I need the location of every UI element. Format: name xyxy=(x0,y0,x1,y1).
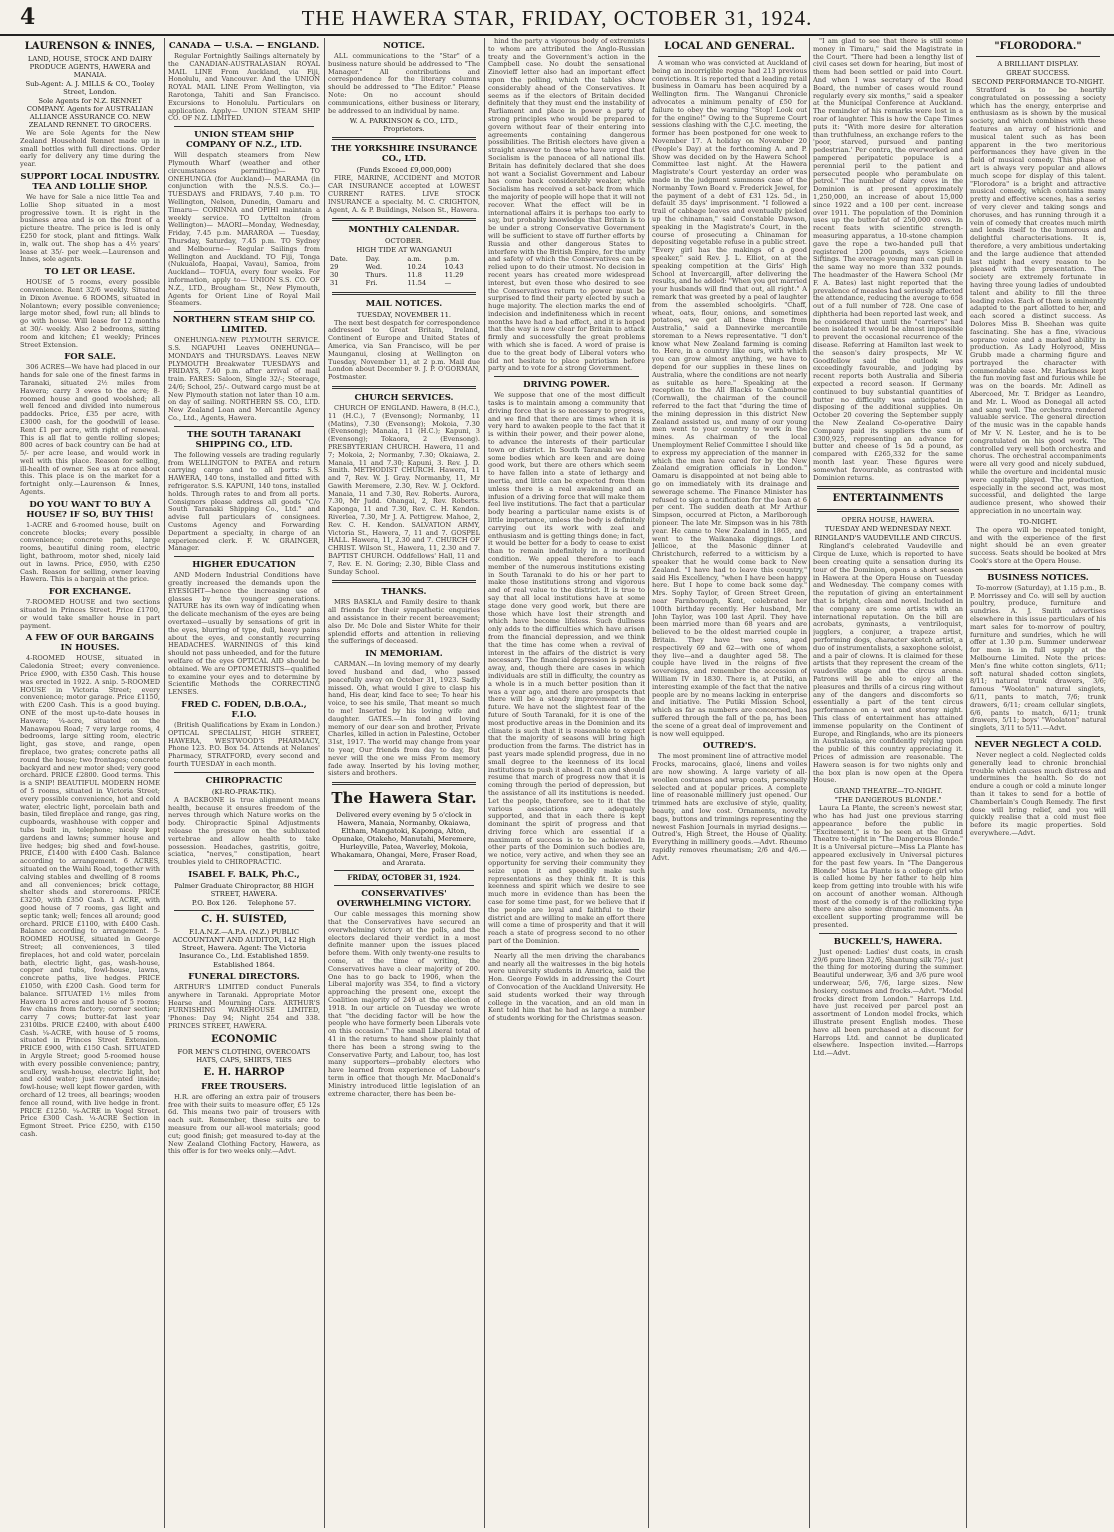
ad-heading: SUPPORT LOCAL INDUSTRY. TEA AND LOLLIE SHOP. xyxy=(20,171,160,192)
editorial-heading: CONSERVATIVES' OVERWHELMING VICTORY. xyxy=(336,889,472,910)
show-title: "THE DANGEROUS BLONDE." xyxy=(834,796,942,805)
venue: OPERA HOUSE, HAWERA. xyxy=(841,516,935,525)
divider xyxy=(817,486,959,489)
column-header: Day. xyxy=(365,255,380,264)
dates: TUESDAY AND WEDNESDAY NEXT. xyxy=(824,525,952,534)
ad-text: Palmer Graduate Chiropractor, 88 HIGH STREET, HAWERA. xyxy=(174,881,314,898)
ad-text: A BACKBONE is true alignment means health, because it ensures freedom of the nerves through which Nature works on the body. Chiropractic Spinal Adjustments release the pressure on the subluxated vertebrae and allow health to take possession. Headaches, gastritis, goitre, sciatica, "nerves," constipation, heart troubles yield to CHIROPRACTIC. xyxy=(168,795,320,867)
calendar-month: OCTOBER. xyxy=(384,237,424,246)
ad-text: The most prominent line of attractive model Frocks, marocains, glacé, linens and voiles are now showing. A large variety of all-woollen costumes and wrap coats, personally selected and at popular prices. A complete line of reasonable millinery just opened. Our trimmed hats are exclusive of style, quality, beauty, and low cost. Ornaments, novelty bags, buttons and trimmings representing the newest Fashion Journals in myriad designs.—Outred's, High Street, the House of Quality. Everything in millinery goods.—Advt. Rheumo rapidly removes rheumatism; 2/6 and 4/6.—Advt. xyxy=(652,752,807,862)
column-header: p.m. xyxy=(444,255,460,264)
divider xyxy=(332,386,476,389)
section-heading: NOTICE. xyxy=(383,41,425,51)
tide-heading: HIGH TIDE AT WANGANUI xyxy=(356,246,452,255)
divider xyxy=(174,556,314,557)
column-5 xyxy=(652,38,807,1528)
ad-text: ARTHUR'S LIMITED conduct Funerals anywhere in Taranaki. Appropriate Motor Hearse and Mourning Cars. ARTHUR'S FURNISHING WAREHOUSE LIMITED, 'Phones: Day 94; Night 254 and 338. PRINCES STREET, HAWERA. xyxy=(168,982,320,1030)
section-heading: IN MEMORIAM. xyxy=(365,649,443,660)
church-text: CHURCH OF ENGLAND. Hawera, 8 (H.C.), 11 (H.C.), 7 (Evensong); Normanby, 11 (Matins), 7.30 (Evensong); Mokoia, 7.30 (Evensong); Manaia, 11 (H.C.); Kapuni, 3 (Evensong); Tokaora, 2 (Evensong). PRESBYTERIAN CHURCH. Hawera, 11 and 7; Mokoia, 2; Normanby, 7.30; Okaiawa, 2. Manaia, 11 and 7.30; Kapuni, 3. Rev. J. D. Smith. METHODIST CHURCH. Hawera, 11 and 7, Rev. W. J. Gray. Normanby, 11, Mr Gawith Meremere, 2.30, Rev. W. J. Ockford. Manaia, 11 and 7.30, Rev. Roberts. Aurora, 7.30, Mr Judd. Ohangai, 2, Rev. Roberts. Kaponga, 11 and 7.30, Rev. C. H. Kendon. Riverlea, 7.30, Mr J. A. Pettigrew. Mahoe, 2, Rev. C. H. Kendon. SALVATION ARMY, Victoria St., Hawera, 7, 11 and 7. GOSPEL HALL. Hawera, 11, 2.30 and 7. CHURCH OF CHRIST. Wilson St., Hawera, 11, 2.30 and 7. BAPTIST CHURCH. Oddfellows' Hall, 11 and 7, Rev. E. N. Goring; 2.30, Bible Class and Sunday School. xyxy=(328,403,480,576)
subheading: TO-NIGHT. xyxy=(1018,517,1058,526)
section-heading: MONTHLY CALENDAR. xyxy=(348,225,460,236)
ad-heading: BUCKELL'S, HAWERA. xyxy=(833,936,943,947)
column-rule xyxy=(966,38,967,1528)
divider xyxy=(976,736,1100,737)
ad-subheading: LAND, HOUSE, STOCK AND DAIRY PRODUCE AGENTS, HAWERA and MANAIA. xyxy=(27,55,153,79)
ad-heading: NORTHERN STEAM SHIP CO. LIMITED. xyxy=(172,315,316,336)
proprietors: W. A. PARKINSON & CO., LTD., Proprietors. xyxy=(349,117,459,134)
table-row xyxy=(328,280,480,288)
ad-text: Will despatch steamers from New Plymouth Wharf (weather and other circumstances permitting)— TO ONEHUNGA (for Auckland)— MARAMA (in conjunction with the N.S.S. Co.)— TUESDAYS and FRIDAYS, 7.40 p.m. TO Wellington, Nelson, Dunedin, Oamaru and Timaru— CORINNA and OPIHI maintain a weekly service. TO Lyttelton (from Wellington)— MAORI—Monday, Wednesday, Friday, 7.45 p.m. MARAROA — Tuesday, Thursday, Saturday, 7.45 p.m. TO Sydney and Melbourne— Regular Sailings from Wellington and Auckland. TO Fiji, Tonga (Nukualofa, Haapai, Vavau), Samoa, from Auckland— TOFUA, every four weeks. For information, apply to— UNION S.S. CO. OF N.Z., LTD., Brougham St., New Plymouth, Agents for Orient Line of Royal Mail Steamers. xyxy=(168,151,320,308)
masthead xyxy=(0,0,1114,36)
ad-text: The following vessels are trading regularly from WELLINGTON to PATEA and return carrying cargo and to all ports: S.S. HAWERA, 140 tons, installed and fitted with refrigerator. S.S. KAPUNI, 140 tons, installed holds. Through rates to and from all ports. Consignors please address all goods "C/o South Taranaki Shipping Co., Ltd." and advise full particulars of consignees. Customs Agency and Forwarding Department a specialty, in charge of an experienced clerk. F. W. GRAINGER, Manager. xyxy=(168,450,320,553)
review-text: The opera will be repeated tonight, and with the experience of the first night should be an even greater success. Seats should be booked at Mrs Cook's store at the Opera House. xyxy=(970,525,1106,566)
column-header: Date. xyxy=(330,255,348,264)
ad-text: We have for Sale a nice little Tea and Lollie Shop situated in a most progressive town. It is right in the business area and is on the front of a picture theatre. The price is led is only £250 for stock, plant and fittings. Walk in, walk out. The shop has a 4½ years' lease at 35/- per week.—Laurenson and Innes, sole agents. xyxy=(20,192,160,264)
table-cell: Wed. xyxy=(365,263,383,272)
subheading: SECOND PERFORMANCE TO-NIGHT. xyxy=(971,78,1105,86)
table-cell: 10.43 xyxy=(444,263,464,272)
ad-heading: THE SOUTH TARANAKI SHIPPING CO., LTD. xyxy=(187,429,301,450)
divider xyxy=(332,782,476,785)
table-cell: 30 xyxy=(330,270,339,279)
divider xyxy=(174,910,314,911)
table-cell: Fri. xyxy=(365,278,378,287)
ad-text: Sole Agents for N.Z. RENNET COMPANY. Agents for AUSTRALIAN ALLIANCE ASSURANCE CO. NEW ZEALAND RENNET. TO GROCERS. xyxy=(26,97,154,129)
ad-heading: CANADA — U.S.A. — ENGLAND. xyxy=(168,41,320,51)
divider xyxy=(174,311,314,312)
table-cell: 29 xyxy=(330,263,339,272)
ad-text: 4-ROOMED HOUSE, situated in Caledonia Street; every convenience. Price £900, with £350 Cash. This house was erected in 1922. A snip. 5-ROOMED HOUSE in Victoria Street; every convenience; motor garage. Price £1150, with £200 Cash. This is a good buying. ONE of the most up-to-date houses in Hawera; ¼-acre, situated on the Manawapou Road; 7 very large rooms, 4 bedrooms, large sitting room, electric light, gas stove, and range, open fireplace, two grates; concrete paths all round the house; two frontages; concrete backyard and new motor shed; very good orchard. PRICE £2800. Good terms. This is a SNIP! BEAUTIFUL MODERN HOME of 5 rooms, situated in Victoria Street; every possible convenience, hot and cold water, electric light, porcelain bath and basin, tiled fireplace and range, gas ring, cupboards, washhouse with copper and tubs built in, telephone; nicely kept gardens and lawns; summer house and live hedges; big shed and fowl-house. PRICE, £1400 with £400 Cash. Balance according to arrangement. 6 ACRES, situated on the Waihi Road, together with calving stables and dwelling of 8 rooms and all conveniences; brick cottage, shelter sheds and storerooms. PRICE £3250, with £350 Cash. 1 ACRE, with good house of 7 rooms, gas light and septic tank; well; fences all around; good orchard. PRICE £1100, with £400 Cash. Balance according to arrangement. 5-ROOMED HOUSE, situated in George Street; all conveniences, 3 tiled fireplaces, hot and cold water, porcelain bath, electric light, gas, wash-house, copper and tubs, fowl-house, lawns, concrete paths, live hedges. PRICE £1050, with £200 Cash. Good term for balance. SITUATED 1½ miles from Hawera 10 acres and house of 5 rooms; few chains from factory; corner section; carry 7 cows; butter-fat last year 2310lbs. PRICE £2400, with about £400 Cash. ¼-ACRE, with house of 5 rooms, situated in Princes Street Extension. PRICE £900, with £150 Cash. SITUATED in Argyle Street; good 5-roomed house with every possible convenience; pantry, scullery, wash-house, electric light, hot and cold water; just renovated inside; fowl-house; well kept flower garden, with orchard of 12 trees, all bearings; wooden fence all round, with live hedge in front. PRICE £1250. ¼-ACRE in Vogel Street. Price £300 Cash. ¼-ACRE Section in Egmont Street. Price £250, with £150 cash. xyxy=(20,654,160,1139)
column-1 xyxy=(20,38,160,1528)
ad-heading: FREE TROUSERS. xyxy=(201,1081,287,1092)
ad-heading: THE YORKSHIRE INSURANCE CO., LTD. xyxy=(330,144,478,165)
divider xyxy=(174,772,314,773)
thanks-text: MRS BASKLA and Family desire to thank all friends for their sympathetic enquiries and assistance in their recent bereavement; also Dr. Mc Dole and Sister White for their splendid efforts and attention in relieving the sufferings of deceased. xyxy=(328,598,480,646)
divider xyxy=(334,885,474,886)
ad-heading: DO YOU WANT TO BUY A HOUSE? IF SO, BUY THIS! xyxy=(26,499,154,520)
divider xyxy=(334,870,474,871)
subheading: A BRILLIANT DISPLAY. xyxy=(997,60,1079,68)
ad-heading: LAURENSON & INNES, xyxy=(24,41,156,52)
ad-heading: ISABEL F. BALK, Ph.C., xyxy=(188,869,300,880)
star-logo: The Hawera Star. xyxy=(331,789,477,808)
ad-text: Just opened: Ladies' dust coats, in crash 29/6 pure linen 32/6, Shantung silk 75/-; just the thing for motoring during the summer. Beautiful underwear, 3/6 and 3/6 pure wool underwear, 5/6, 7/6, large sizes. New hosiery, costumes and frocks.—Advt. "Model frocks direct from London." Harrops Ltd. have just received per parcel post an assortment of London model frocks, which illustrate present English modes. These have all been purchased at a discount for Harrops Ltd. and cannot be duplicated elsewhere. Inspection invited.—Harrops Ltd.—Advt. xyxy=(813,947,963,1058)
section-heading: LOCAL AND GENERAL. xyxy=(664,41,795,52)
ad-heading: C. H. SUISTED, xyxy=(201,913,287,925)
table-cell: 11.29 xyxy=(444,270,464,279)
ad-text: 306 ACRES—We have had placed in our hands for sale one of the finest farms in Taranaki, situated 2½ miles from Hawera; carry 3 ewes to the acre; 8-roomed house and good woolshed; all well fenced and divided into numerous paddocks. Price, £35 per acre, with £3000 cash, for the goodwill of lease. Rent £1 per acre, with right of renewal. This is all flat to gentle rolling slopes; 800 acres of back country can be had at 5/- per acre lease, and would work in well with this place. Reason for selling, ill-health of owner. See us at once about this. This place is on the market for a fortnight only.—Laurenson & Innes, Agents. xyxy=(20,363,160,497)
divider xyxy=(817,509,959,512)
table-cell: — xyxy=(444,278,452,287)
ad-heading: FUNERAL DIRECTORS. xyxy=(188,971,300,982)
section-heading: "FLORODORA." xyxy=(994,41,1082,52)
column-2 xyxy=(168,38,320,1528)
news-text: To-morrow (Saturday), at 1.15 p.m., B. P. Morrissey and Co. will sell by auction poultry, produce, furniture and sundries. A. J. Smith advertises elsewhere in this issue particulars of his mart sales for to-morrow of poultry, furniture and sundries, which he will offer at 1.30 p.m. Summer underwear for men is in full supply at the Melbourne Limited. Note the prices: Men's fine white cotton singlets, 6/11; soft natural shaded cotton singlets, 8/11; natural trunk drawers, 3/6; famous "Woolaton" natural singlets, 6/11, pants to match, 7/6; trunk drawers, 6/11; cream cellular singlets, 6/6, pants to match, 6/11; trunk drawers, 5/11; boys' "Woolaton" natural singlets, 3/11 to 5/11.—Advt. xyxy=(970,583,1106,733)
table-cell: 11.54 xyxy=(407,278,427,287)
column-header: a.m. xyxy=(407,255,422,264)
ad-text: AND Modern Industrial Conditions have greatly increased the demands upon the EYESIGHT—hence the increasing use of glasses by the younger generations. NATURE has its own way of indicating when the delicate mechanism of the eyes are being overtaxed—usually by sensations of grit in the eyes, blurring of type, dull, heavy pains about the eyes, and constantly recurring HEADACHES. WARNINGS of this kind should not pass unheeded, and for the future welfare of the eyes OPTICAL AID should be obtained. We are OPTOMETRISTS—qualified to examine your eyes and to determine by Scientific Methods the CORRECTING LENSES. xyxy=(168,571,320,697)
ad-subheading: (KI-RO-PRAK-TIK). xyxy=(211,787,277,796)
divider xyxy=(976,56,1100,57)
section-heading: MAIL NOTICES. xyxy=(365,298,443,309)
column-4 xyxy=(488,38,645,1528)
divider xyxy=(332,292,476,295)
telephone: Telephone 57. xyxy=(247,898,297,907)
ad-heading: CHIROPRACTIC xyxy=(205,775,283,786)
ad-heading: NEVER NEGLECT A COLD. xyxy=(974,739,1102,750)
column-rule xyxy=(324,38,325,1528)
table-cell: 11.8 xyxy=(407,270,422,279)
tide-table xyxy=(328,256,480,287)
divider xyxy=(819,933,957,934)
ad-heading: TO LET OR LEASE. xyxy=(44,267,136,278)
editorial-text: hind the party a vigorous body of extremists to whom are attributed the Anglo-Russian treaty and the Government's action in the Campbell case. No doubt the sensational Zinovieff letter also had an important effect upon the polling, which the tables show considerably ahead of the Conservatives. It seems as if the electors of Britain decided definitely that they must end the instability of Parliament and place in power a party of strong principles who would be prepared to govern without fear of their entering into agreements containing dangerous possibilities. The British electors have given a straight answer to those who have urged that Socialism is the panacea of all national ills. Britain has definitely declared that she does not want a Socialist Government and Labour has come back considerably weaker, while Socialism has received a set-back from which the majority of people will hope that it will not recover. What the effect will be in international affairs it is perhaps too early to say, but probably knowledge that Britain is to be under a strong Conservative Government will be sufficient to stave off further efforts by Russia and other dangerous States to interfere with the British Empire, for the unity and safety of which the Conservatives can be relied upon to do their utmost. No decision in recent years has created more widespread interest, but even those who desired to see the Conservatives return to power must be surprised to find their party elected by such a huge majority. The election marks the end of indecision and indefiniteness which in recent months have had a bad effect, and it is hoped that the way is now clear for Britain to attack firmly and successfully the great problems with which she is faced. A word of praise is due to the great body of Liberal voters who did not hesitate to place patriotism before party and to vote for a strong Government. xyxy=(488,38,645,373)
column-rule xyxy=(164,38,165,1528)
table-cell: 31 xyxy=(330,278,339,287)
ad-heading: UNION STEAM SHIP COMPANY OF N.Z., LTD. xyxy=(186,130,302,151)
page-number: 4 xyxy=(20,4,36,30)
ad-heading: FOR EXCHANGE. xyxy=(48,587,132,598)
editorial-text: We suppose that one of the most difficult tasks is to maintain among a community that driving force that is so necessary to progress, and we find that there are times when it is very hard to awaken people to the fact that it is within their power, and their power alone, to advance the interests of their particular town or district. In South Taranaki we have some bodies which are keen and are doing good work, but there are others which seem to have fallen into a state of lethargy and inertia, and little can be expected from them unless there is a real awakening and an infusion of a driving force that will make them feel live institutions. The fact that a particular body bearing a particular name exists is of little importance, unless the body is definitely carrying out its work with zeal and enthusiasm and is getting things done; in fact, it would be better for a body to cease to exist than to remain indefinitely in a moribund condition. We appeal therefore to each member of the numerous institutions existing in South Taranaki to do his or her part to make those institutions strong and vigorous and of real value to the district. It is true to say that all local institutions have at some stage done very good work, but there are those which have lost their strength and which have become lifeless. Such dullness only adds to the difficulties which have arisen from the financial depression, and we think that the time has come when a revival of interest in the affairs of the district is very necessary. The financial depression is passing away, and, though there are cases in which individuals are still in difficulty, the country as a whole is in a much better position than it was a year ago, and there are prospects that there will be a steady improvement in the future. We have not the slightest fear of the future of South Taranaki, for it is one of the most productive areas in the Dominion and its climate is such that it is reasonable to expect that the majority of seasons will bring high production from the farms. The district has in past years made splendid progress, due in no small degree to the keenness of its local institutions to push it ahead. It can and should resume that march of progress now that it is coming through the period of depression, but the assistance of all its institutions is needed. Let the people, therefore, see to it that the various associations are adequately supported, and that in each there is kept dominant the spirit of progress and that driving force which are essential if a maximum of success is to be achieved. In other parts of the Dominion such bodies are, we notice, very active, and when they see an opportunity for serving their community they seize upon it and speedily make such representations as they think fit. It is this keenness and spirit which we desire to see much more in evidence than has been the case for some time past, for we believe that if the people are loyal and faithful to their district and are willing to make an effort there will come a time of prosperity and that it will reach a state of progress second to no other part of the Dominion. xyxy=(488,391,645,946)
divider xyxy=(174,426,314,427)
divider xyxy=(332,218,476,221)
memoriam-text: CARMAN.—In loving memory of my dearly loved husband and dad, who passed peacefully away on October 31, 1923. Sadly missed. Oh, what would I give to clasp his hand, His dear, kind face to see; To hear his voice, to see his smile, That meant so much to me! Inserted by his loving wife and daughter. GATES.—In fond and loving memory of our dear son and brother, Private Charles, killed in action in Palestine, October 31st, 1917. The world may change from year to year, Our friends from day to day, But never will the one we miss From memory fade away. Inserted by his loving mother, sisters and brothers. xyxy=(328,660,480,778)
section-heading: ENTERTAINMENTS xyxy=(832,493,944,505)
ad-heading: FOR SALE. xyxy=(64,352,116,363)
ad-heading: HIGHER EDUCATION xyxy=(192,560,296,571)
po-box: P.O. Box 126. xyxy=(191,898,237,907)
column-7 xyxy=(970,38,1106,1528)
section-heading: CHURCH SERVICES. xyxy=(354,392,454,403)
divider xyxy=(494,949,639,950)
review-text: Stratford is to be heartily congratulated on possessing a society which has the energy, enterprise and enthusiasm as is shown by the musical society, and which combines with these features an array of histrionic and musical talent such as has been apparent in the two meritorious performances they have given in the field of musical comedy. This phase of art is always very popular and allows much scope for display of this talent. "Florodora" is a bright and attractive musical comedy, which contains many pretty and effective scenes, has a series of very clever and taking songs and choruses, and has running through it a vein of comedy that creates much mirth and lends itself to the humorous and delightful characterisations. It is, therefore, a very ambitious undertaking and the large audience that attended last night had every reason to be pleased with the presentation. The society are extremely fortunate in having three young ladies of undoubted talent and ability to fill the three leading roles. Each of them is eminently adapted to the part allotted to her, and each scored a distinct success. As Dolores Miss B. Sheehan was quite fascinating. She has a fine, vivacious soprano voice and a marked ability in production. As Lady Holyrood, Miss Grubb made a charming figure and portrayed the character with commendable ease. Mr. Harkness kept the fun moving fast and furious while he was on the boards. Mr. Adinell as Abercoed, Mr. T. Bridger as Leandro, and Mr. L. Wood as Donegal all acted and sang well. The orchestra rendered valuable service. The general direction of the music was in the capable hands of Mr V. N. Lester, and he is to be congratulated on his good work. The controlled very well both orchestra and chorus. The orchestral accompaniments were all very good and nicely subdued, while the overture and incidental music were capitally played. The production, especially in the second act, was most successful, and delighted the large audience present, who showed their appreciation in no uncertain way. xyxy=(970,86,1106,516)
ad-text: (British Qualifications by Exam in London.) OPTICAL SPECIALIST, HIGH STREET, HAWERA, WESTWOOD'S PHARMACY, Phone 123. P.O. Box 54. Attends at Nelanes' Pharmacy, STRATFORD, every second and fourth TUESDAY in each month. xyxy=(168,720,320,768)
news-text: Nearly all the men driving the charabancs and nearly all the waitresses in the big hotels were university students in America, said the Hon. George Fowlds in addressing the Court of Convocation of the Auckland University. He said students worked their way through college in the vacation, and an old man in Kent told him that he had as large a number of students working for the Christmas season. xyxy=(488,951,645,1023)
ad-text: We are Sole Agents for the New Zealand Household Rennet made up in small bottles with full directions. Order early for delivery any time during the year. xyxy=(20,129,160,169)
section-heading: BUSINESS NOTICES. xyxy=(987,572,1089,583)
divider xyxy=(658,56,801,57)
divider xyxy=(332,580,476,583)
delivery-text: Delivered every evening by 5 o'clock in Hawera, Manaia, Normanby, Okaiawa, Eltham, Mangatoki, Kaponga, Alton, Opunake, Otakeho, Manutahi, Meremere, Hurleyville, Patea, Waverley, Mokoia, Whakamara, Ohangai, Mere, Fraser Road, and Ararata. xyxy=(330,811,478,868)
ad-heading: FRED C. FODEN, D.B.O.A., F.I.O. xyxy=(181,699,307,720)
venue: GRAND THEATRE—TO-NIGHT. xyxy=(833,787,943,796)
column-rule xyxy=(648,38,649,1528)
table-cell: 10.24 xyxy=(407,263,427,272)
ad-heading: A FEW OF OUR BARGAINS IN HOUSES. xyxy=(25,633,155,654)
ad-text: 1-ACRE and 6-roomed house, built on concrete blocks; every possible convenience; concrete paths, large rooms, beautiful dining room, electric light, bathroom, motor shed, nicely laid out in lawns. Price, £950, with £250 Cash. Reason for selling, owner leaving Hawera. This is a bargain at the price. xyxy=(20,520,160,584)
mail-text: The next best despatch for correspondence addressed to Great Britain, Ireland, Continent of Europe and United States of America, via San Francisco, will be per Maunganui, closing at Wellington on Tuesday, November 11, at 2 p.m. Mail due London about December 9. J. P. O'GORMAN, Postmaster. xyxy=(328,318,480,382)
editorial-heading: DRIVING POWER. xyxy=(523,380,610,391)
newspaper-title: THE HAWERA STAR, FRIDAY, OCTOBER 31, 1924. xyxy=(301,6,813,30)
column-6 xyxy=(813,38,963,1528)
mail-date: TUESDAY, NOVEMBER 11. xyxy=(356,310,452,319)
ad-text: F.I.A.N.Z.—A.P.A. (N.Z.) PUBLIC ACCOUNTANT AND AUDITOR, 142 High Street, Hawera. Agent: The Victoria Insurance Co., Ltd. Established 1859. xyxy=(172,927,316,960)
notice-text: ALL communications to the "Star" of a business nature should be addressed to "The Manager." All contributions and correspondence for the literary columns should be addressed to "The Editor." Please Note: On no account should communications, either business or literary, be addressed to an individual by name. xyxy=(328,52,480,115)
ad-text: Regular Fortnightly Sailings alternately by the CANADIAN-AUSTRALASIAN ROYAL MAIL LINE From Auckland, via Fiji, Honolulu, and Vancouver. And the UNION ROYAL MAIL LINE From Wellington, via Rarotonga, Tahiti and San Francisco. Excursions to Honolulu. Particulars on application. Apply— UNION STEAM SHIP CO. OF N.Z. LIMITED. xyxy=(168,52,320,123)
review-text: Ringland's celebrated Vaudeville and Cirque de Luxe, which is reported to have been creating quite a sensation during its tour of the Dominion, opens a short season in Hawera at the Opera House on Tuesday and Wednesday. The company comes with the reputation of giving an entertainment that is bright, clean and novel. Included in the company are some artists with an international reputation. On the bill are acrobats, gymnasts, a ventriloquist, jugglers, a conjurer, a trapeze artist, performing dogs, character sketch artist, a duo of instrumentalists, a saxophone soloist, and a pair of clowns. It is claimed for these artists that they represent the cream of the vaudeville stage and the circus arena. Patrons will be able to enjoy all the pleasures and thrills of a circus ring without any of the dangers and discomforts so essentially a part of the tent circus performance on a wet and stormy night. This class of entertainment has attained immense popularity on the Continent of Europe, and Ringlands, who are its pioneers in Australasia, are confidently relying upon the public of this country appreciating it. Prices of admission are reasonable. The Hawera season is for two nights only and the box plan is now open at the Opera House. xyxy=(813,542,963,785)
ad-subheading: (Funds Exceed £9,000,000) xyxy=(356,166,452,175)
divider xyxy=(494,376,639,377)
news-text: A woman who was convicted at Auckland of being an incorrigible rogue had 213 previous convictions. It is reported that a leading retail business in Oamaru has been acquired by a Wellington firm. The Wanganui Chronicle advocates a minimum penalty of £50 for failure to obey the warning "Stop! Look out for the engine!" Owing to the Supreme Court sessions clashing with the C.J.C. meeting, the former has been postponed for one week to November 17. A holiday on November 20 (People's Day) at the forthcoming A. and P. Show was decided on by the Hawera School Committee last night. At the Hawera Magistrate's Court yesterday an order was made in the judgment summons case of the Normanby Town Board v. Frederick Jewel, for the payment of a debt of £31 12s. 5d., in default 35 days' imprisonment. "I followed a trail of cabbage leaves and eventually picked up the chinaman," said Constable Dawson, speaking in the Magistrate's Court, in the course of prosecuting a Chinaman for depositing vegetable refuse in a public street. "Every girl has the makings of a good speaker," said Rev. J. L. Elliot, on at the speaking competition at the Girls' High School at Invercargill, after delivering the results, and he added: "When you get married your husbands will find that out, all right." A remark that was greeted by a peal of laughter from the assembled schoolgirls. "Chaff, wheat, oats, flour, onions, and sometimes potatoes, we get all these things from Australia," said a Dannevirke mercantile storeman to a News representative. "I don't know what New Zealand farming is coming to. Here, in a country like ours, with which you can grow almost anything, we have to depend for our supplies in these lines on Australia, where the conditions are not nearly as suitable as here." Speaking at the reception to the All Blacks to Cambourne (Cornwall), the chairman of the council referred to the fact that "during the time of the mining depression in this district New Zealand assisted us, and many of our young men went to your country to work in the mines. As chairman of the local Unemployment Relief Committee I should like to express my appreciation of the manner in which the men have cared for by the New Zealand emigration officials in London." Oamaru is disappointed at not being able to go on immediately with its drainage and sewerage scheme. The Finance Minister has refused to sign a notification for the loan at 6 per cent. The sudden death at Mr Arthur Simpson, occurred at Picton, a Marlborough pioneer. The late Mr. Simpson was in his 78th year. He came to New Zealand in 1865, and went to the Waikanaka diggings. Lord Jellicoe, at the Masonic dinner at Christchurch, referred to a witticism by a speaker that he would come back to New Zealand. "I have had to leave this country," said His Excellency, "when I have been happy here. But I hope to come back some day." Mrs. Sophy Taylor, of Green Street Green, near Farnborough, Kent, celebrated her 100th birthday recently. Her husband, Mr. John Taylor, was 100 last April. They have been married more than 68 years and are believed to be the oldest married couple in Britain. They have two sons, aged respectively 69 and 62—with one of whom they live—and a daughter aged 58. The couple have lived in the reigns of five sovereigns, and remember the accession of William IV in 1830. There is, at Putiki, an interesting example of the fact that the native people are by no means lacking in enterprise and initiative. The Putiki Mission School, which as far as numbers are concerned, has suffered through the fall of the pa, has been the scene of a great deal of improvement and is now well equipped. xyxy=(652,59,807,738)
ad-text xyxy=(168,899,320,907)
ad-heading: OUTRED'S. xyxy=(702,741,757,752)
ad-text: Never neglect a cold. Neglected colds generally lead to chronic bronchial trouble which causes much distress and undermines the health. So do not endure a cough or cold a minute longer than it takes to send for a bottle of Chamberlain's Cough Remedy. The first dose will bring relief, and you will quickly realise that a cold must flee before its magic properties. Sold everywhere.—Advt. xyxy=(970,750,1106,837)
ad-text: HOUSE of 5 rooms, every possible convenience. Rent 32/6 weekly. Situated in Dixon Avenue. 6 ROOMS, situated in Nolantown; every possible convenience; large motor shed, fowl run; all blinds to go with house. Will lease for 12 months at 30/- weekly. Also 2 bedrooms, sitting room and kitchen; £1 weekly; Princes Street Extension. xyxy=(20,278,160,349)
column-3 xyxy=(328,38,480,1528)
show-title: RINGLAND'S VAUDEVILLE AND CIRCUS. xyxy=(814,534,962,543)
ad-text: FIRE, MARINE, ACCIDENT and MOTOR CAR INSURANCE accepted at LOWEST CURRENT RATES. LIVE STOCK INSURANCE a specialty. M. C. CRIGHTON, Agent, A. & P. Buildings, Nelson St., Hawera. xyxy=(328,174,480,214)
ad-heading: E. H. HARROP xyxy=(203,1066,285,1078)
table-cell: Thurs. xyxy=(365,270,388,279)
subheading: GREAT SUCCESS. xyxy=(1006,69,1070,77)
section-heading: THANKS. xyxy=(381,587,427,598)
ad-text: ONEHUNGA-NEW PLYMOUTH SERVICE. S.S. NGAPUHI Leaves ONEHUNGA— MONDAYS and THURSDAYS. Leaves NEW PLYMOUTH Breakwater TUESDAYS and FRIDAYS, 7.40 p.m. after arrival of mail train. FARES: Saloon, Single 32/-; Steerage, 24/6; School, 25/-. Outward cargo must be at New Plymouth station not later than 10 a.m. on day of sailing. NORTHERN SS. CO., LTD. New Zealand Loan and Mercantile Agency Co., Ltd., Agents, Hawera. xyxy=(168,336,320,423)
review-text: Laura La Plante, the screen's newest star, who has had just one previous starring appearance before the public in "Excitement," is to be seen at the Grand Theatre to-night in "The Dangerous Blonde." It is a Universal picture—Miss La Plante has appeared exclusively in Universal pictures for the past few years. In "The Dangerous Blonde" Miss La Plante is a college girl who is called home by her father to help him keep from getting into trouble with his wife on account of another woman. Although most of the comedy is of the rollicking type there are also some dramatic moments. An excellent supporting programme will be presented. xyxy=(813,804,963,930)
table-row xyxy=(328,272,480,280)
column-rule xyxy=(484,38,485,1528)
column-rule xyxy=(809,38,810,1528)
ad-text: Established 1864. xyxy=(213,960,275,969)
ad-text: 7-ROOMED HOUSE and two sections situated in Princes Street. Price £1700, or would take smaller house in part payment. xyxy=(20,598,160,630)
divider xyxy=(174,126,314,127)
news-text: "I am glad to see that there is still some money in Timaru," said the Magistrate in the Court. "There had been a lengthy list of civil cases set down for hearing, but most of them had been settled or paid into Court. And when I was secretary of the Road Board, the number of cases would round regularly every six months," said a speaker at the Municipal Conference at Auckland. The reminder of his remarks were lost in a roar of laughter. This is how the Cape Times puts it: "With more desire for alteration than truthfulness, an exchange refers to the 'poor, starved, pursued and panting pedestrian.' Per contra, the overworked and pampered peripatetic populace is a perennial peril to the patient and persecuted people who perambulate on petrol." The number of dairy cows in the Dominion is at present approximately 1,250,000, an increase of about 15,000 since 1922 and a 100 per cent. increase over 1911. The population of the Dominion uses up the butter-fat of 250,000 cows. In recent feats with scientific strength-measuring apparatus, a 10-stone champion gave the rope a two-handed pull that registered 1200 pounds, says Science Siftings. The average young man can pull in the same way no more than 332 pounds. The headmaster of the Hawera School (Mr F. A. Bates) last night reported that the prevalence of measles had seriously affected the attendance, reducing the average to 658 out of a full number of 728. One case of diphtheria had been reported last week, and he considered that until the "carriers" had been isolated it would be almost impossible to prevent the occasional recurrence of the disease. Referring at Hamilton last week to the season's dairy prospects, Mr W. Goodfellow said the outlook was exceedingly favourable, and judging by recent reports both Australia and Siberia expected a record season. If Germany continued to buy substantial quantities of butter no difficulty was anticipated in disposing of the additional supplies. On October 20 covering the September supply the New Zealand Co-operative Dairy Company paid its suppliers the sum of £300,925, representing an advance for butter and cheese of 1s 5d a pound, as compared with £265,332 for the same month last year. These figures were somewhat favourable, as contrasted with Dominion returns. xyxy=(813,38,963,482)
editorial-text: Our cable messages this morning show that the Conservatives have secured an overwhelming victory at the polls, and the electors declared their verdict in a most definite manner upon the issues placed before them. With only twenty-one results to come, at the time of writing, the Conservatives have a clear majority of 200. One has to go back to 1906, when the Liberal majority was 354, to find a victory approaching the present one, except the Coalition majority of 249 at the election of 1918. In our article on Tuesday we wrote that "the deciding factor will be how the people who have formerly been Liberals vote on this occasion." The small Liberal total of 41 in the returns to hand show plainly that there has been a strong swing to the Conservative Party, and Labour, too, has lost many supporters—probably electors who have learned from experience of Labour's term in office that though Mr. MacDonald's Ministry introduced little legislation of an extreme character, there has been be- xyxy=(328,910,480,1098)
ad-heading: ECONOMIC xyxy=(211,1033,277,1045)
divider xyxy=(976,569,1100,570)
ad-text: FOR MEN'S CLOTHING, OVERCOATS HATS, CAPS, SHIRTS, TIES xyxy=(177,1047,311,1064)
ad-text: Sub-Agent: A. J. MILLS & CO., Tooley Street, London. xyxy=(25,80,155,96)
divider xyxy=(332,137,476,140)
dateline: FRIDAY, OCTOBER 31, 1924. xyxy=(347,873,461,883)
ad-text: H.R. are offering an extra pair of trousers free with their suits to measure offer, £5 12s 6d. This means two pair of trousers with each suit. Remember, these suits are to measure from our all-wool materials; good cut; good finish; get measured to-day at the New Zealand Clothing Factory, Hawera, as this offer is for two weeks only.—Advt. xyxy=(168,1092,320,1156)
